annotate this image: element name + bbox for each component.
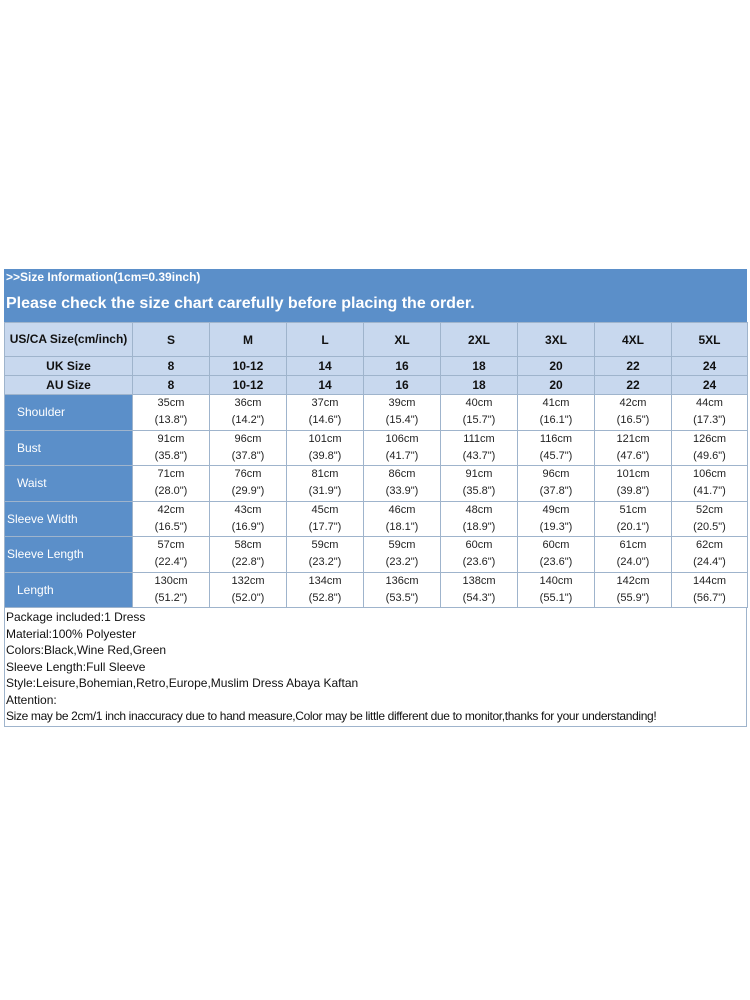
size-cell: 18 — [441, 357, 518, 376]
size-cell: 10-12 — [210, 376, 287, 395]
measure-cell — [133, 395, 210, 431]
size-row-label: UK Size — [5, 357, 133, 376]
inch-value: (41.7") — [385, 449, 419, 462]
inch-value: (14.6") — [308, 414, 342, 427]
measure-cell — [287, 537, 364, 573]
inch-value: (31.9") — [308, 485, 342, 498]
size-cell: 14 — [287, 357, 364, 376]
measure-cell — [441, 537, 518, 573]
size-cell: 16 — [364, 357, 441, 376]
measure-cell — [518, 572, 595, 608]
cm-value: 35cm — [157, 397, 185, 410]
cm-value: 91cm — [465, 468, 493, 481]
inch-value: (51.2") — [154, 591, 188, 604]
cm-value: 42cm — [157, 503, 185, 516]
cm-value: 91cm — [157, 432, 185, 445]
size-row — [5, 376, 748, 395]
size-cell: 20 — [518, 376, 595, 395]
measure-cell — [364, 501, 441, 537]
measure-row — [5, 430, 748, 466]
size-cell: 16 — [364, 376, 441, 395]
cm-value: 96cm — [234, 432, 262, 445]
cm-value: 111cm — [463, 432, 495, 445]
inch-value: (20.1") — [616, 520, 650, 533]
inch-value: (19.3") — [539, 520, 573, 533]
cm-value: 86cm — [388, 468, 416, 481]
measure-cell — [441, 430, 518, 466]
measure-row — [5, 395, 748, 431]
inch-value: (45.7") — [539, 449, 573, 462]
cm-value: 39cm — [388, 397, 416, 410]
measure-cell — [210, 395, 287, 431]
inch-value: (55.1") — [539, 591, 573, 604]
measure-label: Sleeve Length — [5, 537, 133, 573]
measure-cell — [441, 395, 518, 431]
measure-cell — [595, 466, 672, 502]
cm-value: 52cm — [696, 503, 723, 516]
measure-cell — [287, 466, 364, 502]
cm-value: 41cm — [542, 397, 570, 410]
note-line: Size may be 2cm/1 inch inaccuracy due to hand measure,Color may be little different due to monitor,thanks for your understanding! — [6, 709, 657, 723]
inch-value: (16.1") — [539, 414, 573, 427]
note-line: Package included:1 Dress — [6, 610, 146, 624]
measure-cell — [518, 537, 595, 573]
size-cell: 22 — [595, 376, 672, 395]
cm-value: 121cm — [616, 432, 650, 445]
cm-value: 142cm — [616, 574, 650, 587]
inch-value: (39.8") — [308, 449, 342, 462]
inch-value: (20.5") — [693, 520, 726, 533]
inch-value: (37.8") — [231, 449, 265, 462]
measure-cell — [441, 501, 518, 537]
measure-cell — [518, 395, 595, 431]
size-cell: L — [287, 323, 364, 357]
cm-value: 116cm — [539, 432, 573, 445]
inch-value: (28.0") — [154, 485, 188, 498]
measure-cell — [518, 430, 595, 466]
measure-cell — [364, 572, 441, 608]
cm-value: 37cm — [311, 397, 339, 410]
measure-cell — [672, 537, 748, 573]
note-line: Style:Leisure,Bohemian,Retro,Europe,Muslim Dress Abaya Kaftan — [6, 676, 359, 690]
inch-value: (52.0") — [231, 591, 265, 604]
inch-value: (37.8") — [539, 485, 573, 498]
measure-cell — [287, 572, 364, 608]
measure-cell — [133, 572, 210, 608]
size-cell: 8 — [133, 376, 210, 395]
measure-cell — [595, 395, 672, 431]
measure-cell — [518, 466, 595, 502]
inch-value: (33.9") — [385, 485, 419, 498]
inch-value: (16.5") — [154, 520, 188, 533]
inch-value: (18.1") — [385, 520, 419, 533]
inch-value: (43.7") — [462, 449, 496, 462]
inch-value: (22.4") — [154, 556, 188, 569]
size-cell: 8 — [133, 357, 210, 376]
cm-value: 46cm — [388, 503, 416, 516]
measure-row — [5, 572, 748, 608]
measure-row — [5, 466, 748, 502]
size-cell: 24 — [672, 376, 748, 395]
measure-cell — [595, 537, 672, 573]
size-cell: 14 — [287, 376, 364, 395]
inch-value: (15.7") — [462, 414, 496, 427]
measure-cell — [364, 430, 441, 466]
cm-value: 42cm — [619, 397, 647, 410]
inch-value: (23.6") — [539, 556, 573, 569]
inch-value: (23.6") — [462, 556, 496, 569]
measure-cell — [672, 466, 748, 502]
size-info-header: >>Size Information(1cm=0.39inch) — [4, 269, 747, 286]
note-line: Sleeve Length:Full Sleeve — [6, 659, 146, 674]
inch-value: (35.8") — [462, 485, 496, 498]
size-cell: S — [133, 323, 210, 357]
inch-value: (55.9") — [616, 591, 650, 604]
size-row — [5, 357, 748, 376]
measure-cell — [210, 572, 287, 608]
cm-value: 96cm — [542, 468, 570, 481]
size-cell: 3XL — [518, 323, 595, 357]
cm-value: 144cm — [692, 574, 727, 587]
inch-value: (23.2") — [308, 556, 342, 569]
cm-value: 140cm — [539, 574, 573, 587]
order-notice: Please check the size chart carefully before placing the order. — [4, 286, 747, 322]
measure-cell — [441, 466, 518, 502]
inch-value: (56.7") — [693, 591, 726, 604]
cm-value: 134cm — [308, 574, 342, 587]
cm-value: 59cm — [311, 539, 339, 552]
inch-value: (35.8") — [154, 449, 188, 462]
measure-label: Bust — [5, 430, 133, 466]
cm-value: 40cm — [465, 397, 493, 410]
size-cell: 2XL — [441, 323, 518, 357]
measure-cell — [287, 395, 364, 431]
cm-value: 57cm — [157, 539, 185, 552]
size-chart — [4, 269, 747, 727]
measure-label: Shoulder — [5, 395, 133, 431]
measure-cell — [133, 501, 210, 537]
size-table — [4, 322, 748, 608]
measure-cell — [210, 430, 287, 466]
measure-cell — [672, 430, 748, 466]
measure-row — [5, 501, 748, 537]
cm-value: 136cm — [385, 574, 419, 587]
measure-cell — [287, 430, 364, 466]
measure-cell — [672, 395, 748, 431]
cm-value: 130cm — [154, 574, 188, 587]
inch-value: (29.9") — [231, 485, 265, 498]
cm-value: 126cm — [692, 432, 727, 445]
measure-cell — [441, 572, 518, 608]
inch-value: (24.0") — [616, 556, 650, 569]
inch-value: (49.6") — [693, 449, 726, 462]
inch-value: (17.3") — [693, 414, 726, 427]
cm-value: 71cm — [157, 468, 185, 481]
inch-value: (14.2") — [231, 414, 265, 427]
measure-cell — [364, 395, 441, 431]
size-cell: 5XL — [672, 323, 748, 357]
measure-row — [5, 537, 748, 573]
measure-cell — [595, 430, 672, 466]
cm-value: 59cm — [388, 539, 416, 552]
size-cell: 10-12 — [210, 357, 287, 376]
cm-value: 132cm — [231, 574, 265, 587]
inch-value: (53.5") — [385, 591, 419, 604]
cm-value: 101cm — [616, 468, 650, 481]
measure-cell — [518, 501, 595, 537]
cm-value: 51cm — [619, 503, 647, 516]
cm-value: 60cm — [465, 539, 493, 552]
measure-cell — [364, 466, 441, 502]
measure-label: Sleeve Width — [5, 501, 133, 537]
note-line: Attention: — [6, 692, 57, 707]
measure-cell — [364, 537, 441, 573]
measure-cell — [287, 501, 364, 537]
cm-value: 106cm — [692, 468, 727, 481]
cm-value: 48cm — [465, 503, 493, 516]
cm-value: 58cm — [234, 539, 262, 552]
cm-value: 81cm — [311, 468, 339, 481]
measure-cell — [672, 572, 748, 608]
measure-cell — [133, 537, 210, 573]
cm-value: 43cm — [234, 503, 262, 516]
size-cell: 24 — [672, 357, 748, 376]
measure-label: Length — [5, 572, 133, 608]
size-cell: 4XL — [595, 323, 672, 357]
cm-value: 101cm — [308, 432, 342, 445]
inch-value: (18.9") — [462, 520, 496, 533]
inch-value: (47.6") — [616, 449, 650, 462]
product-notes — [4, 608, 747, 727]
size-cell: XL — [364, 323, 441, 357]
inch-value: (16.9") — [231, 520, 265, 533]
inch-value: (52.8") — [308, 591, 342, 604]
cm-value: 138cm — [462, 574, 496, 587]
measure-cell — [210, 466, 287, 502]
size-cell: 20 — [518, 357, 595, 376]
inch-value: (22.8") — [231, 556, 265, 569]
cm-value: 61cm — [619, 539, 647, 552]
cm-value: 106cm — [385, 432, 419, 445]
cm-value: 36cm — [234, 397, 262, 410]
measure-cell — [595, 501, 672, 537]
measure-cell — [210, 537, 287, 573]
size-cell: 18 — [441, 376, 518, 395]
size-row-label: AU Size — [5, 376, 133, 395]
measure-label: Waist — [5, 466, 133, 502]
cm-value: 44cm — [696, 397, 723, 410]
note-line: Colors:Black,Wine Red,Green — [6, 643, 167, 657]
measure-cell — [595, 572, 672, 608]
inch-value: (41.7") — [693, 485, 726, 498]
inch-value: (24.4") — [693, 556, 726, 569]
size-cell: M — [210, 323, 287, 357]
size-row — [5, 323, 748, 357]
cm-value: 76cm — [234, 468, 262, 481]
cm-value: 62cm — [696, 539, 723, 552]
size-cell: 22 — [595, 357, 672, 376]
inch-value: (54.3") — [462, 591, 496, 604]
size-row-label: US/CA Size(cm/inch) — [5, 323, 133, 357]
note-line: Material:100% Polyester — [6, 626, 137, 641]
measure-cell — [210, 501, 287, 537]
inch-value: (17.7") — [308, 520, 342, 533]
measure-cell — [672, 501, 748, 537]
cm-value: 60cm — [542, 539, 570, 552]
cm-value: 49cm — [542, 503, 570, 516]
inch-value: (16.5") — [616, 414, 650, 427]
inch-value: (39.8") — [616, 485, 650, 498]
measure-cell — [133, 466, 210, 502]
inch-value: (23.2") — [385, 556, 419, 569]
cm-value: 45cm — [311, 503, 339, 516]
inch-value: (15.4") — [385, 414, 419, 427]
measure-cell — [133, 430, 210, 466]
inch-value: (13.8") — [154, 414, 188, 427]
